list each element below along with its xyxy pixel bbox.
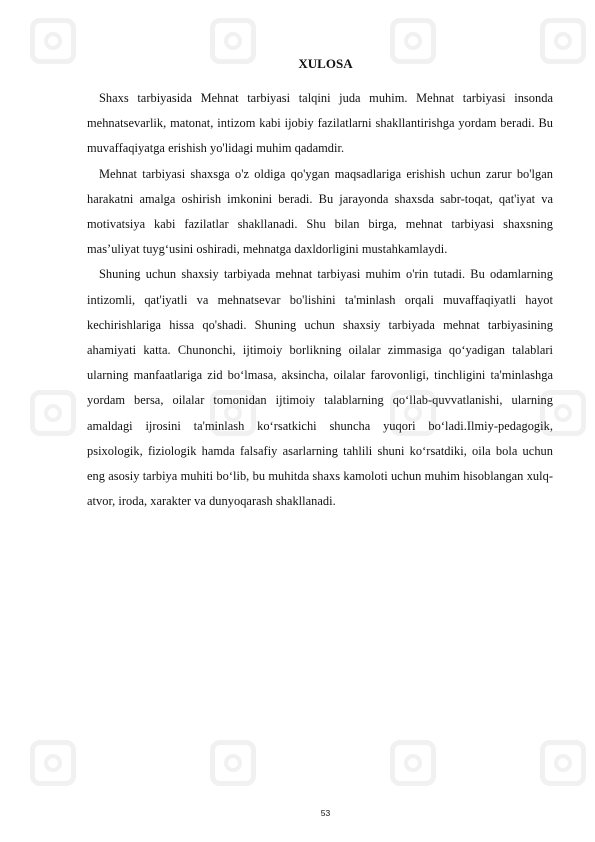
- page-title: XULOSA: [298, 56, 353, 71]
- watermark-logo-icon: [210, 740, 256, 786]
- watermark-logo-icon: [30, 740, 76, 786]
- page-number: 53: [320, 808, 331, 818]
- document-body: [87, 86, 553, 514]
- paragraph-3: Shuning uchun shaxsiy tarbiyada mehnat tarbiyasi muhim o'rin tutadi. Bu odamlarning intizomli, qat'iyatli va mehnatsevar bo'lishini ta'minlash orqali muvaffaqiyatli hayot kechirishlariga hissa qo'shadi. Shuning uchun shaxsiy tarbiyada mehnat tarbiyasining ahamiyati katta. Chunonchi, ijtimoiy borlikning oilalar zimmasiga qo‘yadigan talablari ularning manfaatlariga zid bo‘lmasa, aksincha, oilalar farovonligi, tinchligini ta'minlashga yordam bersa, oilalar tomonidan ijtimoiy talablarning qo‘llab-quvvatlanishi, ularning amaldagi ijrosini ta'minlash ko‘rsatkichi shuncha yuqori bo‘ladi.Ilmiy-pedagogik, psixologik, fiziologik hamda falsafiy asarlarning tahlili shuni ko‘rsatdiki, oila bola uchun eng asosiy tarbiya muhiti bo‘lib, bu muhitda shaxs kamoloti uchun muhim hisoblangan xulq-atvor, iroda, xarakter va dunyoqarash shakllanadi.: [87, 267, 553, 509]
- paragraph-1: Shaxs tarbiyasida Mehnat tarbiyasi talqini juda muhim. Mehnat tarbiyasi insonda mehnatsevarlik, matonat, intizom kabi ijobiy fazilatlarni shakllantirishga yordam beradi. Bu muvaffaqiyatga erishish yo'lidagi muhim qadamdir.: [87, 91, 553, 156]
- paragraph-2: Mehnat tarbiyasi shaxsga o'z oldiga qo'ygan maqsadlariga erishish uchun zarur bo'lgan harakatni amalga oshirish imkonini beradi. Bu jarayonda shaxsda sabr-toqat, qat'iyat va motivatsiya kabi fazilatlar shakllanadi. Shu bilan birga, mehnat tarbiyasi shaxsning mas’uliyat tuyg‘usini oshiradi, mehnatga daxldorligini mustahkamlaydi.: [87, 166, 553, 257]
- watermark-logo-icon: [540, 740, 586, 786]
- watermark-logo-icon: [30, 390, 76, 436]
- watermark-logo-icon: [390, 740, 436, 786]
